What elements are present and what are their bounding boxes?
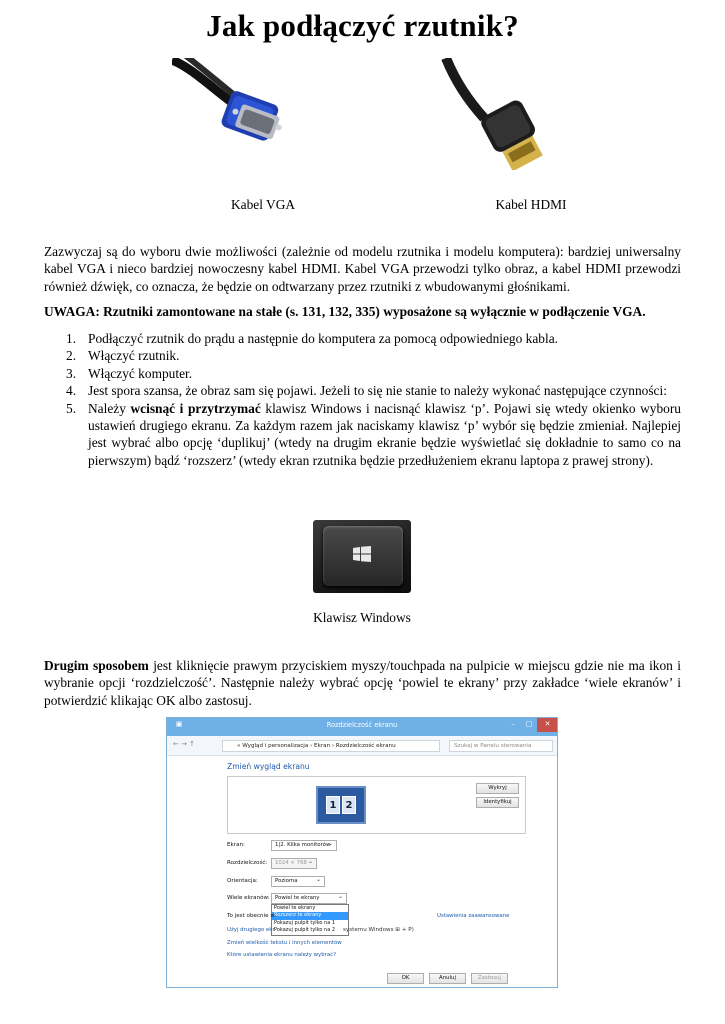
- warning-paragraph: UWAGA: Rzutniki zamontowane na stałe (s. 131, 132, 335) wyposażone są wyłącznie w podłączenie VGA.: [44, 304, 646, 319]
- current-display-text: To jest obecnie w: [227, 913, 275, 919]
- steps-list: [44, 330, 681, 469]
- multiple-displays-options: [271, 904, 349, 936]
- resolution-select[interactable]: 1024 × 768 ⌄: [271, 858, 317, 869]
- list-item: 5. Należy wcisnąć i przytrzymać klawisz Windows i nacisnąć klawisz ‘p’. Pojawi się wtedy okienko wyboru ustawień drugiego ekranu. Za każdym razem jak naciskamy klawisz ‘p’ wybór się będzie zmieniał. Najlepiej jest wybrać albo opcję ‘duplikuj’ (wtedy na drugim ekranie będzie wyświetlać się dokładnie to samo co na pierwszym) bądź ‘rozszerz’ (wtedy ekran rzutnika będzie przedłużeniem ekranu laptopa z prawej strony).: [66, 400, 681, 468]
- maximize-icon[interactable]: □: [525, 720, 533, 728]
- resolution-label: Rozdzielczość:: [227, 860, 268, 866]
- breadcrumb[interactable]: « Wygląd i personalizacja › Ekran › Rozdzielczość ekranu: [222, 740, 440, 752]
- vga-caption: Kabel VGA: [230, 197, 296, 212]
- address-bar: [167, 736, 557, 756]
- hdmi-caption: Kabel HDMI: [495, 197, 567, 212]
- windows-key-image: [313, 520, 411, 593]
- minimize-icon[interactable]: –: [511, 720, 515, 728]
- dialog-titlebar: [167, 718, 557, 736]
- search-input[interactable]: Szukaj w Panelu sterowania: [449, 740, 553, 752]
- advanced-settings-link[interactable]: Ustawienia zaawansowane: [437, 913, 510, 919]
- which-settings-link[interactable]: Które ustawienia ekranu należy wybrać?: [227, 952, 337, 958]
- orientation-label: Orientacja:: [227, 878, 258, 884]
- dialog-heading: Zmień wygląd ekranu: [227, 762, 310, 771]
- option-only-2[interactable]: Pokazuj pulpit tylko na 2: [274, 927, 336, 934]
- shortcut-hint: systemu Windows ⊞ + P): [343, 927, 414, 933]
- ok-button[interactable]: OK: [387, 973, 424, 984]
- display-label: Ekran:: [227, 842, 245, 848]
- hdmi-cable-image: [440, 58, 562, 170]
- orientation-select[interactable]: Pozioma ⌄: [271, 876, 325, 887]
- page-title: Jak podłączyć rzutnik?: [206, 8, 519, 43]
- apply-button[interactable]: Zastosuj: [471, 973, 508, 984]
- display-select[interactable]: 1|2. Kilka monitorów ⌄: [271, 840, 337, 851]
- identify-button[interactable]: Identyfikuj: [476, 797, 519, 808]
- option-extend[interactable]: Rozszerz te ekrany: [272, 912, 348, 919]
- windows-logo-icon: [353, 546, 371, 562]
- text-size-link[interactable]: Zmień wielkość tekstu i innych elementów: [227, 940, 342, 946]
- monitor-icon[interactable]: 1 2: [316, 786, 366, 824]
- second-method-paragraph: Drugim sposobem jest kliknięcie prawym przyciskiem myszy/touchpada na pulpicie w miejscu gdzie nie ma ikon i wybranie opcji ‘rozdzielczość’. Następnie należy wybrać opcję ‘powiel te ekrany’ przy zakładce ‘wiele ekranów’ i potwierdzić klikając OK albo zastosuj.: [44, 658, 681, 708]
- list-item: 1. Podłączyć rzutnik do prądu a następnie do komputera za pomocą odpowiedniego kabla.: [66, 331, 559, 346]
- option-duplicate[interactable]: Powiel te ekrany: [274, 905, 316, 911]
- multiple-displays-select[interactable]: Powiel te ekrany ⌄: [271, 893, 347, 904]
- nav-arrows-icon[interactable]: ← → ↑: [173, 740, 196, 748]
- close-icon[interactable]: ✕: [537, 718, 558, 732]
- cancel-button[interactable]: Anuluj: [429, 973, 466, 984]
- screen-resolution-dialog: [166, 717, 558, 988]
- list-item: 4. Jest spora szansa, że obraz sam się pojawi. Jeżeli to się nie stanie to należy wykonać następujące czynności:: [66, 383, 667, 399]
- list-item: 2. Włączyć rzutnik.: [66, 348, 180, 364]
- second-screen-link[interactable]: Użyj drugiego ekr: [227, 927, 275, 933]
- detect-button[interactable]: Wykryj: [476, 783, 519, 794]
- dialog-title: Rozdzielczość ekranu: [326, 721, 398, 729]
- option-only-1[interactable]: Pokazuj pulpit tylko na 1: [274, 919, 336, 926]
- multiple-displays-label: Wiele ekranów:: [227, 895, 270, 901]
- monitor-preview: [227, 776, 526, 834]
- windows-key-caption: Klawisz Windows: [313, 610, 411, 625]
- app-icon: ▣: [175, 720, 183, 728]
- list-item: 3. Włączyć komputer.: [66, 365, 193, 381]
- vga-cable-image: [172, 58, 294, 158]
- intro-paragraph: Zazwyczaj są do wyboru dwie możliwości (zależnie od modelu rzutnika i modelu komputera): bardziej uniwersalny kabel VGA i nieco bardziej nowoczesny kabel HDMI. Kabel VGA przewodzi tylko obraz, a kabel HDMI przewodzi również dźwięk, co oznacza, że będzie on odtwarzany przez rzutniki z wbudowanymi głośnikami.: [44, 244, 681, 294]
